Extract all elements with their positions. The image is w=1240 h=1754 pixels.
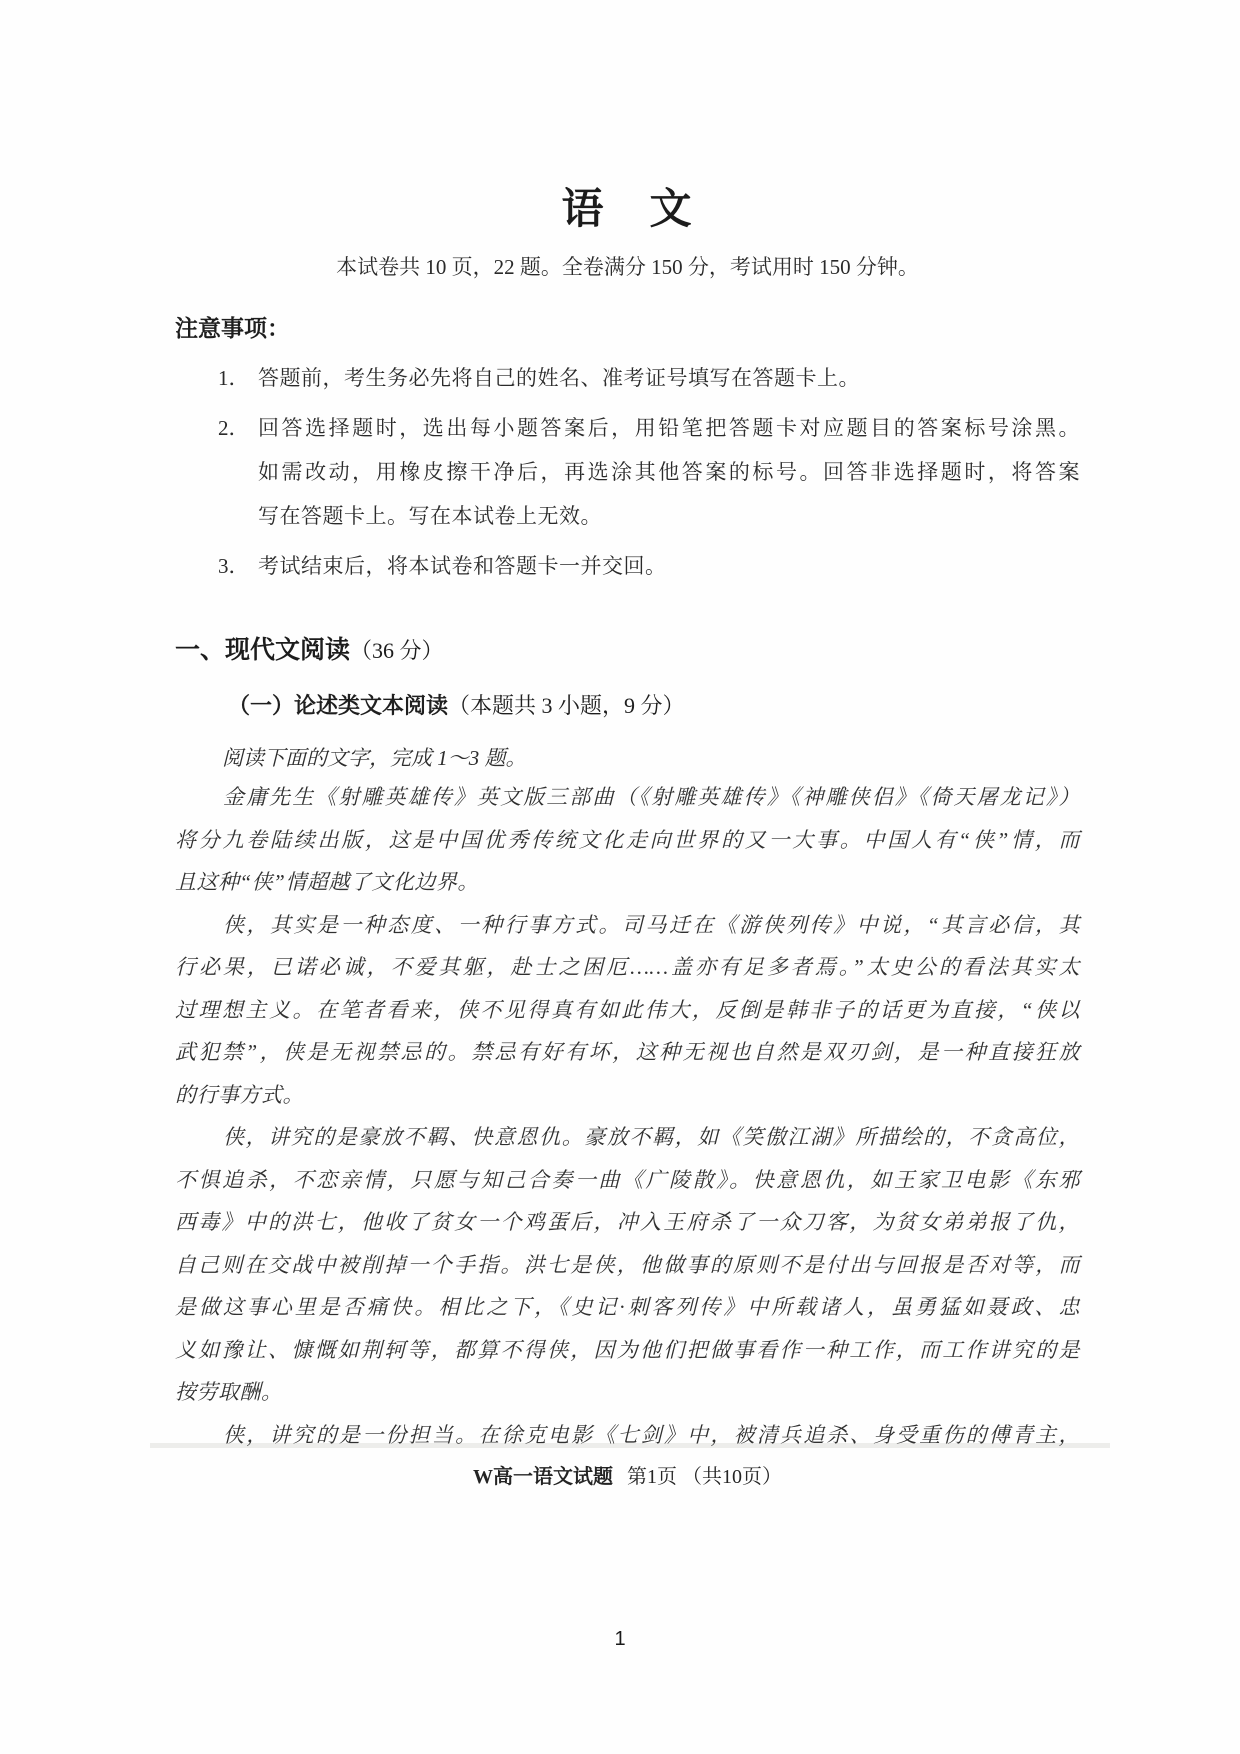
passage-line: 是做这事心里是否痛快。相比之下，《史记·刺客列传》中所载诸人，虽勇猛如聂政、忠: [175, 1295, 1080, 1319]
notice-item-line: 回答选择题时，选出每小题答案后，用铅笔把答题卡对应题目的答案标号涂黑。: [258, 416, 1080, 440]
passage-line: 义如豫让、慷慨如荆轲等，都算不得侠，因为他们把做事看作一种工作，而工作讲究的是: [175, 1337, 1080, 1362]
passage-line: 按劳取酬。: [175, 1380, 283, 1404]
passage-line: 将分九卷陆续出版，这是中国优秀传统文化走向世界的又一大事。中国人有“侠”情，而: [175, 827, 1080, 852]
notice-item-line: 答题前，考生务必先将自己的姓名、准考证号填写在答题卡上。: [258, 366, 860, 390]
passage-line: 的行事方式。: [175, 1082, 304, 1107]
section-score: （36 分）: [350, 638, 444, 663]
page-title: 语 文: [561, 187, 694, 233]
passage-line: 武犯禁”，侠是无视禁忌的。禁忌有好有坏，这种无视也自然是双刃剑，是一种直接狂放: [175, 1040, 1080, 1064]
footer-page-info: 第1页 （共10页）: [627, 1466, 782, 1488]
notice-item-line: 如需改动，用橡皮擦干净后，再选涂其他答案的标号。回答非选择题时，将答案: [258, 460, 1080, 484]
notice-item-number: 2．: [218, 416, 250, 440]
passage-line: 不惧追杀，不恋亲情，只愿与知己合奏一曲《广陵散》。快意恩仇，如王家卫电影《东邪: [175, 1167, 1080, 1192]
passage-line: 行必果，已诺必诚，不爱其躯，赴士之困厄……盖亦有足多者焉。”太史公的看法其实太: [175, 955, 1080, 979]
notice-item-line: 考试结束后，将本试卷和答题卡一并交回。: [258, 554, 667, 578]
notice-item-number: 1．: [218, 366, 250, 390]
notice-heading: 注意事项：: [175, 316, 290, 341]
passage-line: 侠，讲究的是豪放不羁、快意恩仇。豪放不羁，如《笑傲江湖》所描绘的，不贪高位，: [223, 1125, 1080, 1149]
notice-item-number: 3．: [218, 554, 250, 578]
page-footer: [175, 1460, 1080, 1489]
notice-item: [175, 544, 1080, 588]
notice-item: [175, 356, 1080, 400]
passage-line: 侠，讲究的是一份担当。在徐克电影《七剑》中，被清兵追杀、身受重伤的傅青主，: [223, 1422, 1080, 1447]
passage-line: 西毒》中的洪七，他收了贫女一个鸡蛋后，冲入王府杀了一众刀客，为贫女弟弟报了仇，: [175, 1210, 1080, 1234]
notice-list: [175, 356, 1080, 588]
passage-line: 自己则在交战中被削掉一个手指。洪七是侠，他做事的原则不是付出与回报是否对等，而: [175, 1252, 1080, 1277]
footer-exam-name: W高一语文试题: [473, 1466, 613, 1488]
passage-line: 且这种“侠”情超越了文化边界。: [175, 870, 479, 894]
section-label: 一、现代文阅读: [175, 637, 351, 664]
exam-subtitle: 本试卷共 10 页，22 题。全卷满分 150 分，考试用时 150 分钟。: [336, 255, 919, 279]
notice-item-line: 写在答题卡上。写在本试卷上无效。: [258, 504, 602, 528]
passage-line: 金庸先生《射雕英雄传》英文版三部曲（《射雕英雄传》《神雕侠侣》《倚天屠龙记》）: [223, 785, 1080, 809]
subsection-label: （一）论述类文本阅读: [228, 693, 449, 718]
subsection-heading: [228, 689, 685, 720]
passage-intro: 阅读下面的文字，完成 1～3 题。: [222, 746, 527, 770]
notice-item: [175, 406, 1080, 538]
subsection-score: （本题共 3 小题，9 分）: [448, 693, 685, 718]
passage-line: 过理想主义。在笔者看来，侠不见得真有如此伟大，反倒是韩非子的话更为直接，“侠以: [175, 997, 1080, 1022]
passage-line: 侠，其实是一种态度、一种行事方式。司马迁在《游侠列传》中说，“其言必信，其: [223, 912, 1080, 937]
doc-page-number: 1: [614, 1628, 626, 1650]
section-heading: [175, 630, 444, 666]
passage: [175, 776, 1080, 1456]
